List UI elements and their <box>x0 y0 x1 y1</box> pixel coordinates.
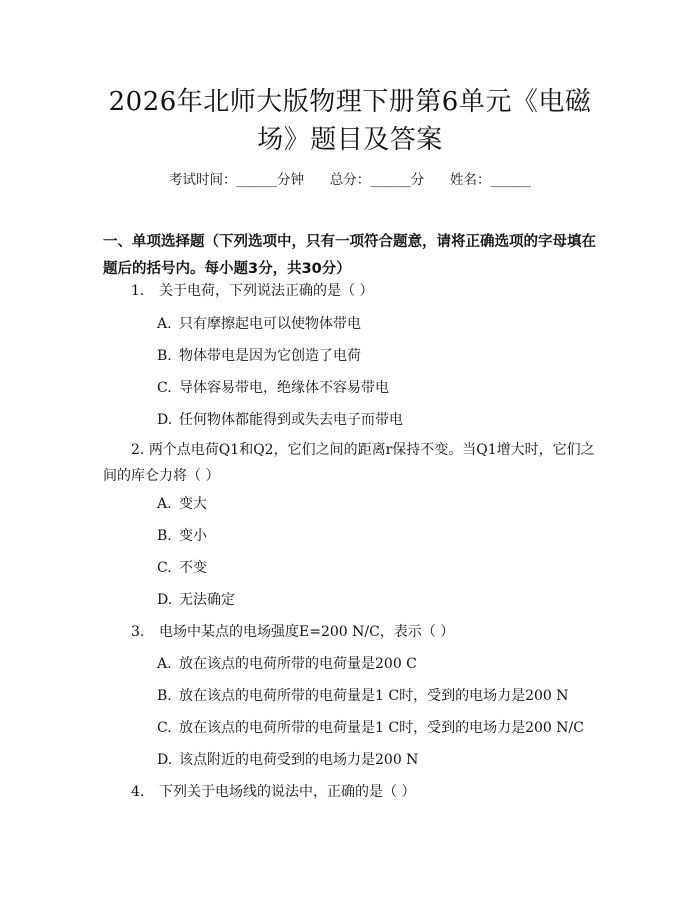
exam-time-label: 考试时间：______分钟 <box>169 172 304 188</box>
question-3-option-d <box>157 749 418 771</box>
section-heading-single-choice: 一、单项选择题（下列选项中，只有一项符合题意，请将正确选项的字母填在题后的括号内。每小题3分，共30分） <box>103 234 596 277</box>
question-4 <box>131 781 415 803</box>
document-title-line1: 2026年北师大版物理下册第6单元《电磁 <box>108 87 592 117</box>
question-1-option-b <box>157 345 361 367</box>
option-text: 物体带电是因为它创造了电荷 <box>179 348 361 364</box>
option-letter: D. <box>157 592 173 608</box>
option-text: 只有摩擦起电可以使物体带电 <box>179 316 361 332</box>
question-2-option-d <box>157 589 235 611</box>
question-stem: 两个点电荷Q1和Q2，它们之间的距离r保持不变。当Q1增大时，它们之间的库仑力将（ ） <box>103 442 595 484</box>
option-text: 变小 <box>179 528 207 544</box>
option-text: 变大 <box>179 496 207 512</box>
question-3-option-b <box>157 685 569 707</box>
question-stem: 电场中某点的电场强度E=200 N/C，表示（ ） <box>159 624 455 640</box>
option-letter: A. <box>157 656 172 672</box>
question-1 <box>131 280 373 302</box>
option-text: 任何物体都能得到或失去电子而带电 <box>179 412 403 428</box>
option-text: 无法确定 <box>179 592 235 608</box>
question-3-option-c <box>157 717 584 739</box>
total-score-label: 总分：______分 <box>329 172 425 188</box>
question-1-option-d <box>157 409 403 431</box>
option-letter: C. <box>157 560 172 576</box>
question-number: 2. <box>131 442 145 458</box>
exam-info-line <box>0 168 700 188</box>
option-letter: C. <box>157 720 172 736</box>
option-letter: A. <box>157 496 172 512</box>
question-2-option-b <box>157 525 207 547</box>
question-2-option-c <box>157 557 207 579</box>
option-letter: D. <box>157 412 173 428</box>
question-number: 3. <box>131 624 145 640</box>
option-text: 放在该点的电荷所带的电荷量是1 C时，受到的电场力是200 N/C <box>179 720 584 736</box>
option-letter: C. <box>157 380 172 396</box>
student-name-label: 姓名：______ <box>450 172 531 188</box>
option-text: 导体容易带电，绝缘体不容易带电 <box>179 380 389 396</box>
question-2-option-a <box>157 493 207 515</box>
option-letter: B. <box>157 528 172 544</box>
option-text: 该点附近的电荷受到的电场力是200 N <box>179 752 419 768</box>
question-number: 4. <box>131 784 145 800</box>
question-stem: 关于电荷，下列说法正确的是（ ） <box>159 283 374 299</box>
question-1-option-a <box>157 313 361 335</box>
question-stem: 下列关于电场线的说法中，正确的是（ ） <box>159 784 416 800</box>
option-text: 放在该点的电荷所带的电荷量是200 C <box>179 656 417 672</box>
option-letter: B. <box>157 688 172 704</box>
option-letter: A. <box>157 316 172 332</box>
option-text: 放在该点的电荷所带的电荷量是1 C时，受到的电场力是200 N <box>179 688 569 704</box>
question-2 <box>103 437 600 489</box>
question-1-option-c <box>157 377 389 399</box>
option-letter: B. <box>157 348 172 364</box>
document-title-line2: 场》题目及答案 <box>257 125 443 155</box>
option-letter: D. <box>157 752 173 768</box>
question-3 <box>131 621 454 643</box>
question-number: 1. <box>131 283 145 299</box>
option-text: 不变 <box>179 560 207 576</box>
question-3-option-a <box>157 653 417 675</box>
